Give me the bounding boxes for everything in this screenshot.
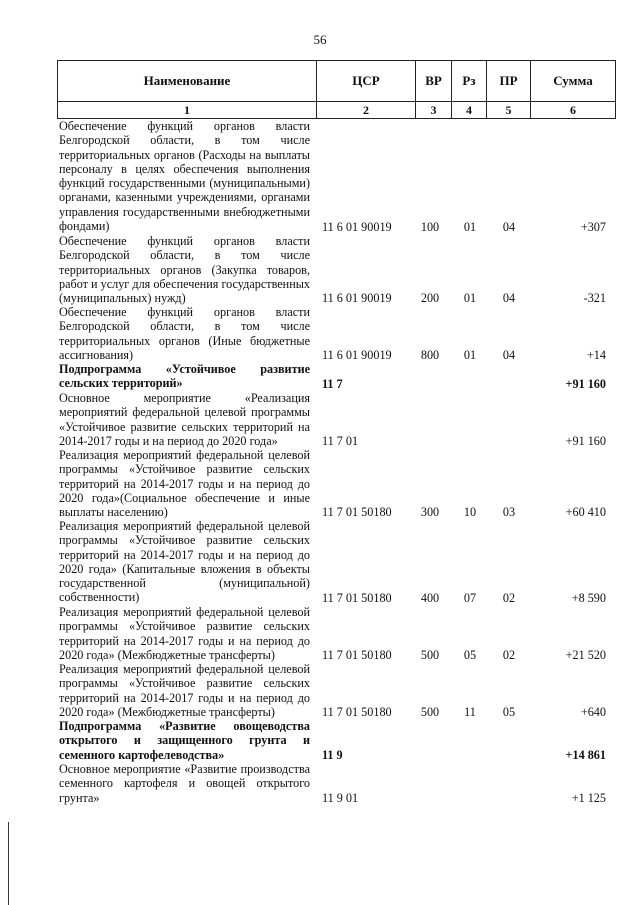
row-vr: 200 [420, 291, 440, 305]
row-sum: +1 125 [571, 791, 606, 805]
table-row [0, 362, 640, 392]
row-csr: 11 6 01 90019 [322, 348, 392, 362]
row-rz: 11 [464, 705, 476, 719]
row-csr: 11 7 01 [322, 434, 359, 448]
table-top-border [57, 60, 616, 61]
row-sum: +60 410 [565, 505, 606, 519]
row-sum: -321 [583, 291, 606, 305]
row-name: Подпрограмма «Устойчивое развитие сельских территорий» [59, 362, 310, 391]
column-number: 3 [430, 103, 437, 117]
row-vr: 500 [420, 705, 440, 719]
row-csr: 11 6 01 90019 [322, 291, 392, 305]
row-name: Реализация мероприятий федеральной целевой программы «Устойчивое развитие сельских территорий на 2014-2017 годы и на период до 2020 года» (Межбюджетные трансферты) [59, 605, 310, 662]
row-pr: 04 [502, 291, 516, 305]
column-number: 1 [184, 103, 190, 117]
table-row [0, 719, 640, 763]
column-header-pr: ПР [499, 73, 518, 88]
row-name: Реализация мероприятий федеральной целевой программы «Устойчивое развитие сельских территорий на 2014-2017 годы и на период до 2020 года» (Межбюджетные трансферты) [59, 662, 310, 719]
row-sum: +21 520 [565, 648, 606, 662]
row-pr: 02 [502, 591, 516, 605]
column-header-rz: Рз [462, 73, 476, 88]
table-row [0, 662, 640, 720]
row-rz: 05 [463, 648, 477, 662]
column-number: 6 [570, 103, 576, 117]
scan-margin-line [8, 822, 9, 905]
row-name: Подпрограмма «Развитие овощеводства открытого и защищенного грунта и семенного картофелеводства» [59, 719, 310, 762]
row-sum: +14 [586, 348, 606, 362]
table-row [0, 119, 640, 235]
row-csr: 11 7 01 50180 [322, 648, 392, 662]
row-sum: +640 [580, 705, 606, 719]
column-header-sum: Сумма [553, 73, 593, 88]
row-name: Обеспечение функций органов власти Белгородской области, в том числе территориальных органов (Закупка товаров, работ и услуг для обеспечения государственных (муниципальных) нужд) [59, 234, 310, 306]
row-name: Реализация мероприятий федеральной целевой программы «Устойчивое развитие сельских территорий на 2014-2017 годы и на период до 2020 года»(Социальное обеспечение и иные выплаты населению) [59, 448, 310, 520]
column-number: 2 [363, 103, 369, 117]
row-csr: 11 7 01 50180 [322, 705, 392, 719]
row-name: Обеспечение функций органов власти Белгородской области, в том числе территориальных органов (Иные бюджетные ассигнования) [59, 305, 310, 362]
table-row [0, 762, 640, 806]
row-rz: 07 [463, 591, 477, 605]
row-name: Основное мероприятие «Реализация мероприятий федеральной целевой программы «Устойчивое развитие сельских территорий на 2014-2017 годы и на период до 2020 года» [59, 391, 310, 448]
row-rz: 01 [463, 348, 477, 362]
row-pr: 04 [502, 220, 516, 234]
table-row [0, 234, 640, 306]
table-row [0, 305, 640, 363]
row-pr: 04 [502, 348, 516, 362]
row-name: Обеспечение функций органов власти Белгородской области, в том числе территориальных органов (Расходы на выплаты персоналу в целях обеспечения выполнения функций государственными (муниципальными) органами, казенными учреждениями, органами управления государственными внебюджетными фондами) [59, 119, 310, 234]
row-csr: 11 7 [322, 377, 343, 391]
row-csr: 11 7 01 50180 [322, 505, 392, 519]
row-rz: 01 [463, 220, 477, 234]
row-sum: +14 861 [565, 748, 606, 762]
row-vr: 800 [420, 348, 440, 362]
row-pr: 03 [502, 505, 516, 519]
row-sum: +91 160 [565, 434, 606, 448]
column-header-name: Наименование [143, 73, 231, 88]
col-divider [615, 60, 616, 119]
column-header-vr: ВР [425, 73, 442, 88]
row-csr: 11 9 [322, 748, 343, 762]
row-pr: 05 [502, 705, 516, 719]
row-csr: 11 7 01 50180 [322, 591, 392, 605]
row-rz: 10 [463, 505, 477, 519]
page-number: 56 [313, 32, 327, 47]
column-header-csr: ЦСР [352, 73, 380, 88]
row-vr: 100 [420, 220, 440, 234]
column-number: 4 [466, 103, 472, 117]
table-row [0, 391, 640, 449]
table-row [0, 448, 640, 520]
row-name: Реализация мероприятий федеральной целевой программы «Устойчивое развитие сельских территорий на 2014-2017 годы и на период до 2020 года» (Капитальные вложения в объекты государственной (муниципальной) собственности) [59, 519, 310, 605]
table-row [0, 519, 640, 606]
row-vr: 500 [420, 648, 440, 662]
row-csr: 11 6 01 90019 [322, 220, 392, 234]
row-pr: 02 [502, 648, 516, 662]
row-vr: 300 [420, 505, 440, 519]
row-vr: 400 [420, 591, 440, 605]
row-sum: +307 [580, 220, 606, 234]
row-name: Основное мероприятие «Развитие производства семенного картофеля и овощей открытого грунта» [59, 762, 310, 805]
row-sum: +8 590 [571, 591, 606, 605]
row-rz: 01 [463, 291, 477, 305]
table-row [0, 605, 640, 663]
row-csr: 11 9 01 [322, 791, 359, 805]
row-sum: +91 160 [565, 377, 606, 391]
column-number: 5 [505, 103, 512, 117]
header-separator [57, 101, 616, 102]
